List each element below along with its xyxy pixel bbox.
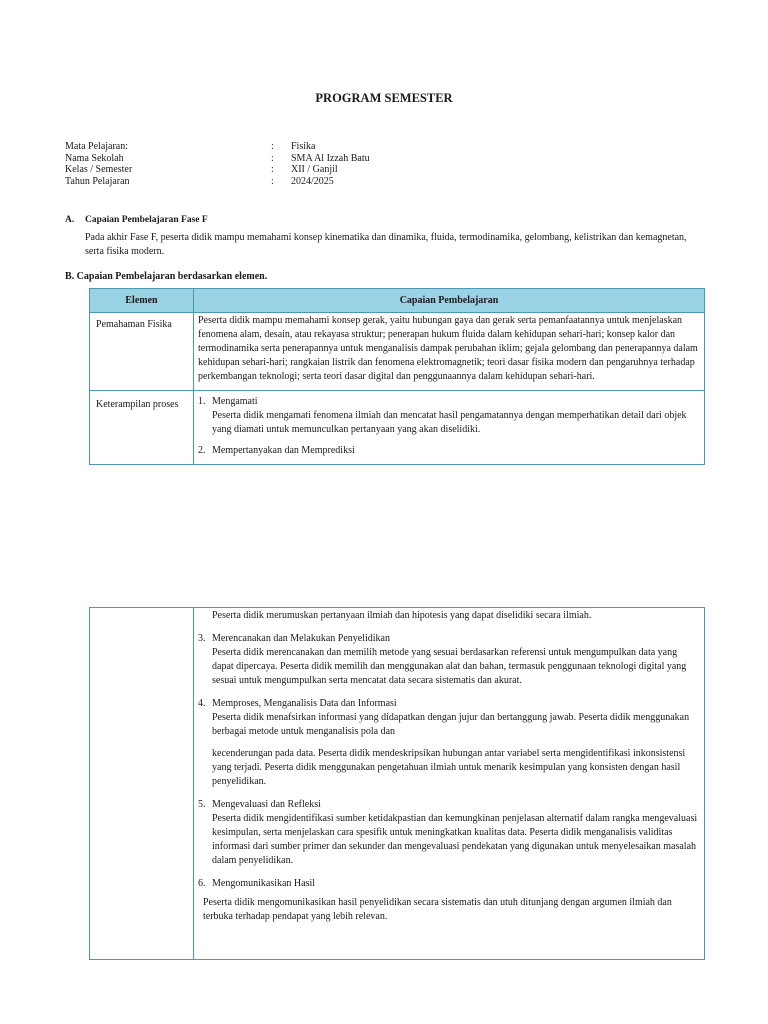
meta-block xyxy=(65,141,705,187)
meta-value: SMA Al Izzah Batu xyxy=(291,152,370,164)
page-break-gap xyxy=(212,739,700,747)
row-text-keterampilan xyxy=(194,391,705,465)
list-item xyxy=(198,798,700,868)
item-title: Mempertanyakan dan Memprediksi xyxy=(212,445,355,456)
meta-colon: : xyxy=(271,175,274,187)
meta-value: XII / Ganjil xyxy=(291,164,338,175)
section-a-title: Capaian Pembelajaran Fase F xyxy=(85,215,208,225)
row-label-pemahaman: Pemahaman Fisika xyxy=(90,313,194,391)
item-number: 4. xyxy=(198,698,206,709)
row-text-keterampilan-continued xyxy=(194,608,705,960)
learning-outcomes-table-continued xyxy=(89,607,705,960)
item-description: Peserta didik mengomunikasikan hasil penyelidikan secara sistematis dan utuh ditunjang dengan argumen ilmiah dan terbuka terhadap pendapat yang lebih relevan. xyxy=(203,897,672,922)
table-row xyxy=(90,391,705,465)
item-number: 3. xyxy=(198,633,206,644)
table-row xyxy=(90,608,705,960)
item-number: 2. xyxy=(198,445,206,456)
list-item xyxy=(198,877,700,924)
item-title: Mengomunikasikan Hasil xyxy=(212,878,316,889)
page-title: PROGRAM SEMESTER xyxy=(315,91,453,105)
meta-row-class xyxy=(65,164,705,176)
item-title: Mengevaluasi dan Refleksi xyxy=(212,799,321,810)
list-item xyxy=(198,632,700,688)
meta-colon: : xyxy=(271,164,274,175)
meta-label: Mata Pelajaran: xyxy=(65,141,129,152)
section-a-letter: A. xyxy=(65,215,75,225)
item-description: Peserta didik mengidentifikasi sumber ketidakpastian dan kemungkinan penjelasan alternatif dalam rangka mengevaluasi kesimpulan, serta menjelaskan cara spesifik untuk meningkatkan kualitas data. Peserta didik menganalisis validitas informasi dari sumber primer dan sekunder dan mengevaluasi pendekatan yang digunakan untuk menyelesaikan masalah dalam penyelidikan. xyxy=(212,813,698,866)
item-description: Peserta didik mengamati fenomena ilmiah dan mencatat hasil pengamatannya dengan memperhatikan detail dari objek yang diamati untuk memunculkan pertanyaan yang akan diselidiki. xyxy=(212,410,687,435)
item-number: 5. xyxy=(198,799,206,810)
section-a-body: Pada akhir Fase F, peserta didik mampu memahami konsep kinematika dan dinamika, fluida, termodinamika, gelombang, kelistrikan dan kemagnetan, serta fisika modern. xyxy=(85,232,687,257)
list-item xyxy=(198,697,700,789)
item-description: Peserta didik merencanakan dan memilih metode yang sesuai berdasarkan referensi untuk mengumpulkan data yang dapat dipercaya. Peserta didik memilih dan menggunakan alat dan bahan, termasuk penggunaan teknologi digital yang sesuai untuk mengumpulkan serta mencatat data secara sistematis dan akurat. xyxy=(212,647,687,686)
list-item xyxy=(198,444,700,458)
item-title: Mengamati xyxy=(212,396,258,407)
item-description-continued: kecenderungan pada data. Peserta didik mendeskripsikan hubungan antar variabel serta mengidentifikasi inkonsistensi yang terjadi. Peserta didik menggunakan pengetahuan ilmiah untuk menarik kesimpulan yang konsisten dengan hasil penyelidikan. xyxy=(212,748,686,787)
meta-colon: : xyxy=(271,141,274,152)
table-row xyxy=(90,313,705,391)
meta-row-subject xyxy=(65,141,705,153)
item-number: 1. xyxy=(198,396,206,407)
meta-value: Fisika xyxy=(291,141,316,152)
item-title: Memproses, Menganalisis Data dan Informasi xyxy=(212,698,397,709)
item-description: Peserta didik menafsirkan informasi yang didapatkan dengan jujur dan bertanggung jawab. Peserta didik menggunakan berbagai metode untuk menganalisis pola dan xyxy=(212,712,690,737)
list-item xyxy=(198,395,700,437)
row-label-empty xyxy=(90,608,194,960)
item-title: Merencanakan dan Melakukan Penyelidikan xyxy=(212,633,390,644)
meta-value: 2024/2025 xyxy=(291,175,334,187)
meta-row-school xyxy=(65,153,705,165)
header-elemen: Elemen xyxy=(90,289,194,313)
meta-label: Tahun Pelajaran xyxy=(65,175,130,187)
item-description: Peserta didik merumuskan pertanyaan ilmiah dan hipotesis yang dapat diselidiki secara ilmiah. xyxy=(212,610,592,621)
list-item-continuation xyxy=(198,609,700,623)
item-number: 6. xyxy=(198,878,206,889)
meta-label: Nama Sekolah xyxy=(65,152,124,164)
table-header-row xyxy=(90,289,705,313)
section-a-heading xyxy=(65,213,208,227)
meta-label: Kelas / Semester xyxy=(65,164,133,175)
learning-outcomes-table xyxy=(89,288,705,465)
section-b-heading: B. Capaian Pembelajaran berdasarkan elemen. xyxy=(65,271,268,282)
row-text-pemahaman: Peserta didik mampu memahami konsep gerak, yaitu hubungan gaya dan gerak serta pemanfaatannya untuk menjelaskan fenomena alam, desain, atau rekayasa struktur; penerapan hukum fluida dalam kehidupan sehari-hari; konsep kalor dan termodinamika serta penerapannya untuk menganalisis dampak perubahan iklim; gejala gelombang dan penerapannya dalam kehidupan sehari-hari; rangkaian listrik dan fenomena elektromagnetik; teori dasar fisika modern dan pengaruhnya terhadap perkembangan teknologi; serta teori dasar digital dan penggunaannya dalam kehidupan sehari-hari. xyxy=(194,313,705,391)
meta-row-year xyxy=(65,176,705,188)
meta-colon: : xyxy=(271,152,274,164)
row-label-keterampilan: Keterampilan proses xyxy=(90,391,194,465)
header-capaian: Capaian Pembelajaran xyxy=(194,289,705,313)
